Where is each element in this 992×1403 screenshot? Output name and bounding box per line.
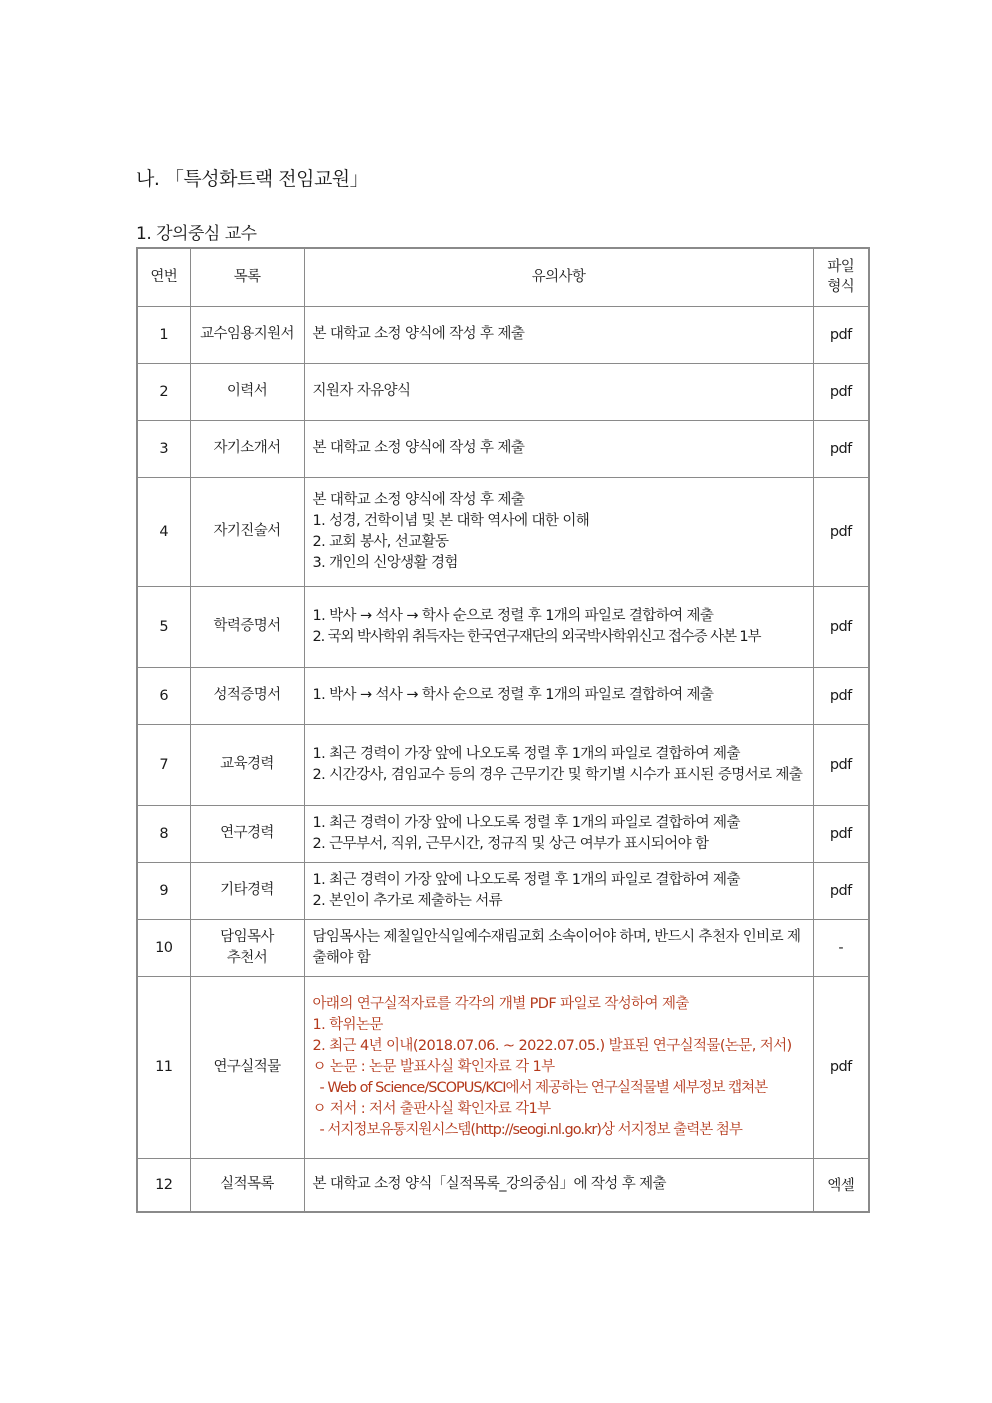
header-format-line: 파일 [827, 259, 855, 276]
row-item-line: 이력서 [226, 383, 268, 399]
row-format: pdf [813, 586, 869, 667]
row-note-line: ㅇ 논문 : 논문 발표사실 확인자료 각 1부 [312, 1058, 555, 1075]
row-notes [304, 1158, 813, 1212]
header-format [813, 248, 869, 306]
row-notes [304, 363, 813, 420]
row-format: pdf [813, 667, 869, 724]
row-format: pdf [813, 306, 869, 363]
row-item [190, 919, 304, 976]
row-note-line: 1. 학위논문 [312, 1016, 383, 1033]
row-number: 7 [137, 724, 190, 805]
row-notes [304, 805, 813, 862]
row-format: pdf [813, 363, 869, 420]
row-item [190, 862, 304, 919]
row-note-line: 아래의 연구실적자료를 각각의 개별 PDF 파일로 작성하여 제출 [312, 995, 689, 1012]
row-note-line: 1. 최근 경력이 가장 앞에 나오도록 정렬 후 1개의 파일로 결합하여 제출 [312, 871, 740, 888]
row-number: 6 [137, 667, 190, 724]
table-row [137, 862, 869, 919]
row-notes [304, 477, 813, 586]
row-note-line: 2. 국외 박사학위 취득자는 한국연구재단의 외국박사학위신고 접수증 사본 1부 [312, 628, 761, 645]
header-number: 연번 [137, 248, 190, 306]
row-format: - [813, 919, 869, 976]
row-note-line: 담임목사는 제칠일안식일예수재림교회 소속이어야 하며, 반드시 추천자 인비로 제출해야 함 [312, 928, 801, 966]
row-number: 11 [137, 976, 190, 1158]
row-notes [304, 919, 813, 976]
row-notes [304, 667, 813, 724]
table-row [137, 976, 869, 1158]
row-item [190, 976, 304, 1158]
section-title: 나. 「특성화트랙 전임교원」 [136, 168, 369, 190]
row-note-line: 2. 본인이 추가로 제출하는 서류 [312, 892, 503, 909]
row-notes [304, 586, 813, 667]
table-row [137, 805, 869, 862]
table-header-row [137, 248, 869, 306]
table-row [137, 919, 869, 976]
header-notes: 유의사항 [304, 248, 813, 306]
row-note-line: 1. 박사 → 석사 → 학사 순으로 정렬 후 1개의 파일로 결합하여 제출 [312, 607, 714, 624]
row-note-line: 2. 시간강사, 겸임교수 등의 경우 근무기간 및 학기별 시수가 표시된 증명서로 제출 [312, 766, 803, 783]
row-item [190, 586, 304, 667]
row-item-line: 교수임용지원서 [200, 326, 294, 342]
row-format: 엑셀 [813, 1158, 869, 1212]
table-row [137, 667, 869, 724]
table-row [137, 363, 869, 420]
row-note-line: 2. 최근 4년 이내(2018.07.06. ~ 2022.07.05.) 발표된 연구실적물(논문, 저서) [312, 1037, 792, 1054]
row-note-line: ㅇ 저서 : 저서 출판사실 확인자료 각1부 [312, 1100, 551, 1117]
row-number: 10 [137, 919, 190, 976]
row-notes [304, 306, 813, 363]
row-note-line: 본 대학교 소정 양식「실적목록_강의중심」에 작성 후 제출 [312, 1176, 666, 1193]
row-number: 12 [137, 1158, 190, 1212]
row-item-line: 기타경력 [220, 882, 274, 898]
table-row [137, 477, 869, 586]
row-item-line: 추천서 [226, 949, 268, 966]
table-row [137, 586, 869, 667]
row-item-line: 학력증명서 [213, 618, 281, 634]
row-item [190, 724, 304, 805]
header-format-line: 형식 [827, 279, 855, 296]
row-item [190, 363, 304, 420]
row-note-line: 2. 근무부서, 직위, 근무시간, 정규직 및 상근 여부가 표시되어야 함 [312, 835, 709, 852]
row-item [190, 420, 304, 477]
row-notes [304, 862, 813, 919]
row-item-line: 실적목록 [220, 1176, 274, 1193]
row-format: pdf [813, 724, 869, 805]
row-note-line: 3. 개인의 신앙생활 경험 [312, 554, 458, 571]
row-format: pdf [813, 477, 869, 586]
row-note-line: 1. 최근 경력이 가장 앞에 나오도록 정렬 후 1개의 파일로 결합하여 제출 [312, 814, 740, 831]
requirements-table [136, 247, 870, 1213]
row-item [190, 667, 304, 724]
table-row [137, 420, 869, 477]
row-item-line: 담임목사 [220, 928, 274, 945]
row-item-line: 연구경력 [220, 825, 274, 841]
row-number: 3 [137, 420, 190, 477]
table-row [137, 1158, 869, 1212]
row-item [190, 805, 304, 862]
row-item [190, 306, 304, 363]
row-note-line: 1. 박사 → 석사 → 학사 순으로 정렬 후 1개의 파일로 결합하여 제출 [312, 687, 714, 703]
row-note-line: 1. 최근 경력이 가장 앞에 나오도록 정렬 후 1개의 파일로 결합하여 제출 [312, 745, 740, 762]
row-item-line: 연구실적물 [213, 1058, 281, 1075]
subsection-title: 1. 강의중심 교수 [136, 224, 257, 244]
row-format: pdf [813, 976, 869, 1158]
row-item-line: 교육경력 [220, 756, 274, 772]
row-note-line: 1. 성경, 건학이념 및 본 대학 역사에 대한 이해 [312, 512, 590, 529]
row-note-line: 2. 교회 봉사, 선교활동 [312, 533, 449, 550]
row-note-line: - Web of Science/SCOPUS/KCI에서 제공하는 연구실적물별 세부정보 캡쳐본 [319, 1079, 768, 1096]
row-item-line: 성적증명서 [213, 687, 281, 703]
row-notes [304, 976, 813, 1158]
row-number: 4 [137, 477, 190, 586]
row-note-line: 본 대학교 소정 양식에 작성 후 제출 [312, 491, 525, 508]
row-notes [304, 724, 813, 805]
row-note-line: 본 대학교 소정 양식에 작성 후 제출 [312, 440, 525, 456]
table-row [137, 724, 869, 805]
row-number: 5 [137, 586, 190, 667]
row-number: 2 [137, 363, 190, 420]
row-item-line: 자기진술서 [213, 523, 281, 539]
row-format: pdf [813, 420, 869, 477]
row-note-line: 본 대학교 소정 양식에 작성 후 제출 [312, 326, 525, 342]
row-number: 9 [137, 862, 190, 919]
row-number: 8 [137, 805, 190, 862]
table-row [137, 306, 869, 363]
row-note-line: - 서지정보유통지원시스템(http://seogi.nl.go.kr)상 서지정보 출력본 첨부 [319, 1121, 742, 1138]
row-note-line: 지원자 자유양식 [312, 383, 411, 399]
row-item [190, 1158, 304, 1212]
row-item [190, 477, 304, 586]
row-notes [304, 420, 813, 477]
row-item-line: 자기소개서 [213, 440, 281, 456]
row-format: pdf [813, 862, 869, 919]
header-item: 목록 [190, 248, 304, 306]
row-format: pdf [813, 805, 869, 862]
row-number: 1 [137, 306, 190, 363]
